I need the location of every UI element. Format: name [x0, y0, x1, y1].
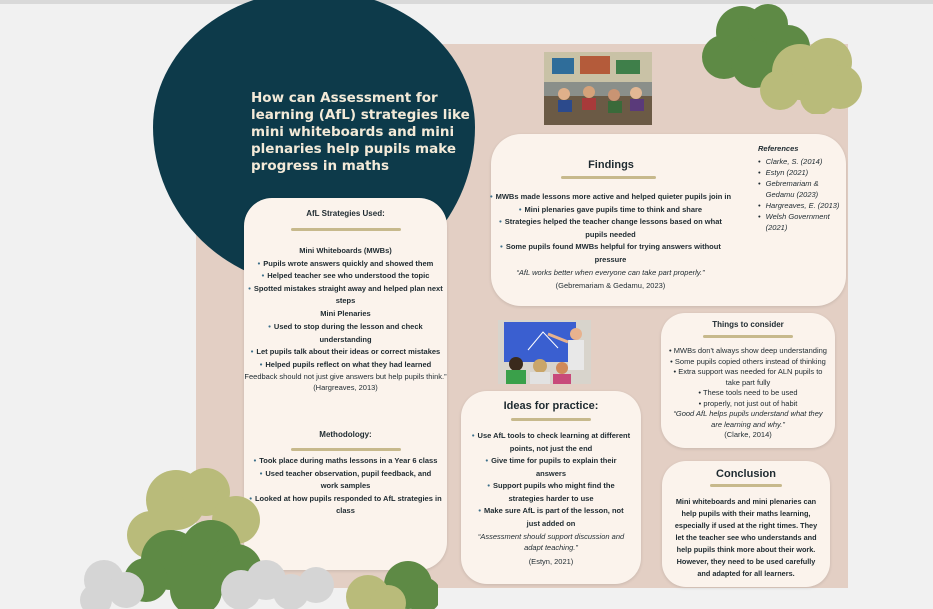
- ideas-bullet-0: • Use AfL tools to check learning at different points, not just the end: [471, 431, 631, 453]
- findings-bullet-3: • Some pupils found MWBs helpful for trying answers without pressure: [500, 242, 721, 264]
- consider-card: [661, 313, 835, 448]
- mp-heading: Mini Plenaries: [320, 308, 371, 318]
- bush-bottom-left-illustration: [76, 450, 376, 609]
- references-heading: References: [758, 144, 799, 153]
- findings-quote-ref: (Gebremariam & Gedamu, 2023): [555, 281, 666, 290]
- consider-quote-ref: (Clarke, 2014): [724, 430, 772, 439]
- bush-top-right-illustration: [700, 2, 865, 114]
- ideas-rule: [511, 418, 591, 421]
- consider-heading: Things to consider: [712, 320, 784, 329]
- findings-bullet-1: • Mini plenaries gave pupils time to think and share: [518, 204, 703, 214]
- consider-bullet-2: • Extra support was needed for ALN pupils to take part fully: [673, 367, 823, 387]
- ideas-bullet-1: • Give time for pupils to explain their answers: [485, 456, 617, 478]
- mp-bullet-0: • Used to stop during the lesson and check understanding: [268, 322, 423, 344]
- reference-item-1: • Estyn (2021): [758, 168, 809, 177]
- bush-bottom-center-illustration: [338, 555, 438, 609]
- ideas-heading: Ideas for practice:: [503, 400, 599, 412]
- conclusion-rule: [710, 484, 782, 487]
- conclusion-text: Mini whiteboards and mini plenaries can help pupils with their maths learning, especially if used at the right times. They let the teacher see who understands and help pupils think more about their work. However, they need to be used carefully and adapted for all learners.: [674, 497, 818, 578]
- ideas-quote: “Assessment should support discussion and adapt teaching.”: [477, 532, 625, 552]
- ideas-quote-ref: (Estyn, 2021): [528, 557, 574, 566]
- strategies-quote-ref: (Hargreaves, 2013): [313, 383, 378, 392]
- findings-bullet-2: • Strategies helped the teacher change lessons based on what pupils needed: [499, 217, 722, 239]
- ideas-card: [461, 391, 641, 584]
- references: [758, 143, 846, 233]
- methodology-heading: Methodology:: [319, 430, 372, 439]
- consider-bullet-4: • properly, not just out of habit: [698, 398, 798, 408]
- consider-bullet-0: • MWBs don't always show deep understanding: [669, 346, 827, 355]
- consider-rule: [703, 335, 793, 338]
- poster-title: How can Assessment for learning (AfL) strategies like mini whiteboards and mini plenaries help pupils make progress in maths: [251, 90, 470, 174]
- reference-item-2: • Gebremariam & Gedamu (2023): [758, 179, 819, 199]
- strategies-heading: AfL Strategies Used:: [306, 209, 385, 218]
- findings-bullet-0: • MWBs made lessons more active and helped quieter pupils join in: [489, 192, 732, 201]
- classroom-photo: [544, 52, 652, 125]
- consider-bullet-1: • Some pupils copied others instead of thinking: [670, 356, 826, 366]
- teacher-whiteboard-photo: [498, 320, 591, 384]
- mp-bullet-1: • Let pupils talk about their ideas or correct mistakes: [250, 347, 441, 356]
- consider-quote: “Good AfL helps pupils understand what they are learning and why.”: [673, 409, 823, 429]
- strategies-quote: Feedback should not just give answers but help pupils think.”: [244, 372, 447, 381]
- method-bullet-0: • Took place during maths lessons in a Year 6 class: [253, 456, 438, 465]
- reference-item-0: • Clarke, S. (2014): [758, 157, 823, 166]
- ideas-bullet-2: • Support pupils who might find the strategies harder to use: [487, 481, 615, 503]
- method-bullet-1: • Used teacher observation, pupil feedback, and work samples: [259, 468, 432, 490]
- findings-heading: Findings: [588, 159, 634, 171]
- strategies-rule: [291, 228, 401, 231]
- conclusion-heading: Conclusion: [716, 468, 776, 480]
- reference-item-4: • Welsh Government (2021): [758, 212, 830, 232]
- findings-rule: [561, 176, 656, 179]
- ideas-bullet-3: • Make sure AfL is part of the lesson, not just added on: [478, 506, 624, 528]
- method-bullet-2: • Looked at how pupils responded to AfL strategies in class: [249, 493, 442, 515]
- conclusion-card: [662, 461, 830, 587]
- mwb-heading: Mini Whiteboards (MWBs): [299, 246, 392, 255]
- mwb-bullet-2: • Spotted mistakes straight away and helped plan next steps: [248, 283, 443, 305]
- reference-item-3: • Hargreaves, E. (2013): [758, 201, 840, 210]
- consider-bullet-3: • These tools need to be used: [698, 388, 798, 397]
- mwb-bullet-0: • Pupils wrote answers quickly and showed them: [257, 258, 434, 268]
- mwb-bullet-1: • Helped teacher see who understood the topic: [261, 271, 430, 280]
- mp-bullet-2: • Helped pupils reflect on what they had learned: [259, 359, 432, 369]
- findings-quote: “AfL works better when everyone can take part properly.”: [516, 268, 705, 277]
